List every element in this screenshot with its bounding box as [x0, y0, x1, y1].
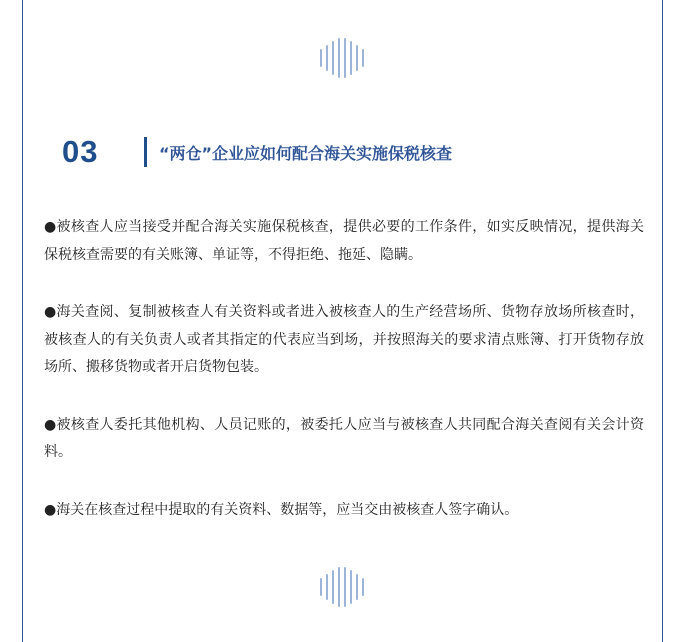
paragraph-2: ●海关查阅、复制被核查人有关资料或者进入被核查人的生产经营场所、货物存放场所核查时，被核查人的有关负责人或者其指定的代表应当到场，并按照海关的要求清点账簿、打开货物存放场所、搬移货物或者开启货物包装。 — [44, 304, 644, 375]
section-number: 03 — [62, 134, 99, 169]
top-bars-decoration-icon — [318, 38, 368, 78]
content-body — [44, 214, 644, 554]
paragraph-4: ●海关在核查过程中提取的有关资料、数据等，应当交由被核查人签字确认。 — [44, 501, 519, 518]
paragraph-1: ●被核查人应当接受并配合海关实施保税核查，提供必要的工作条件，如实反映情况，提供海关保税核查需要的有关账簿、单证等，不得拒绝、拖延、隐瞒。 — [44, 219, 644, 263]
section-header — [62, 134, 452, 170]
bottom-bars-decoration-icon — [318, 567, 368, 607]
section-title: “两仓”企业应如何配合海关实施保税核查 — [159, 143, 453, 163]
paragraph-3: ●被核查人委托其他机构、人员记账的，被委托人应当与被核查人共同配合海关查阅有关会计资料。 — [44, 416, 644, 460]
section-divider — [144, 137, 147, 167]
